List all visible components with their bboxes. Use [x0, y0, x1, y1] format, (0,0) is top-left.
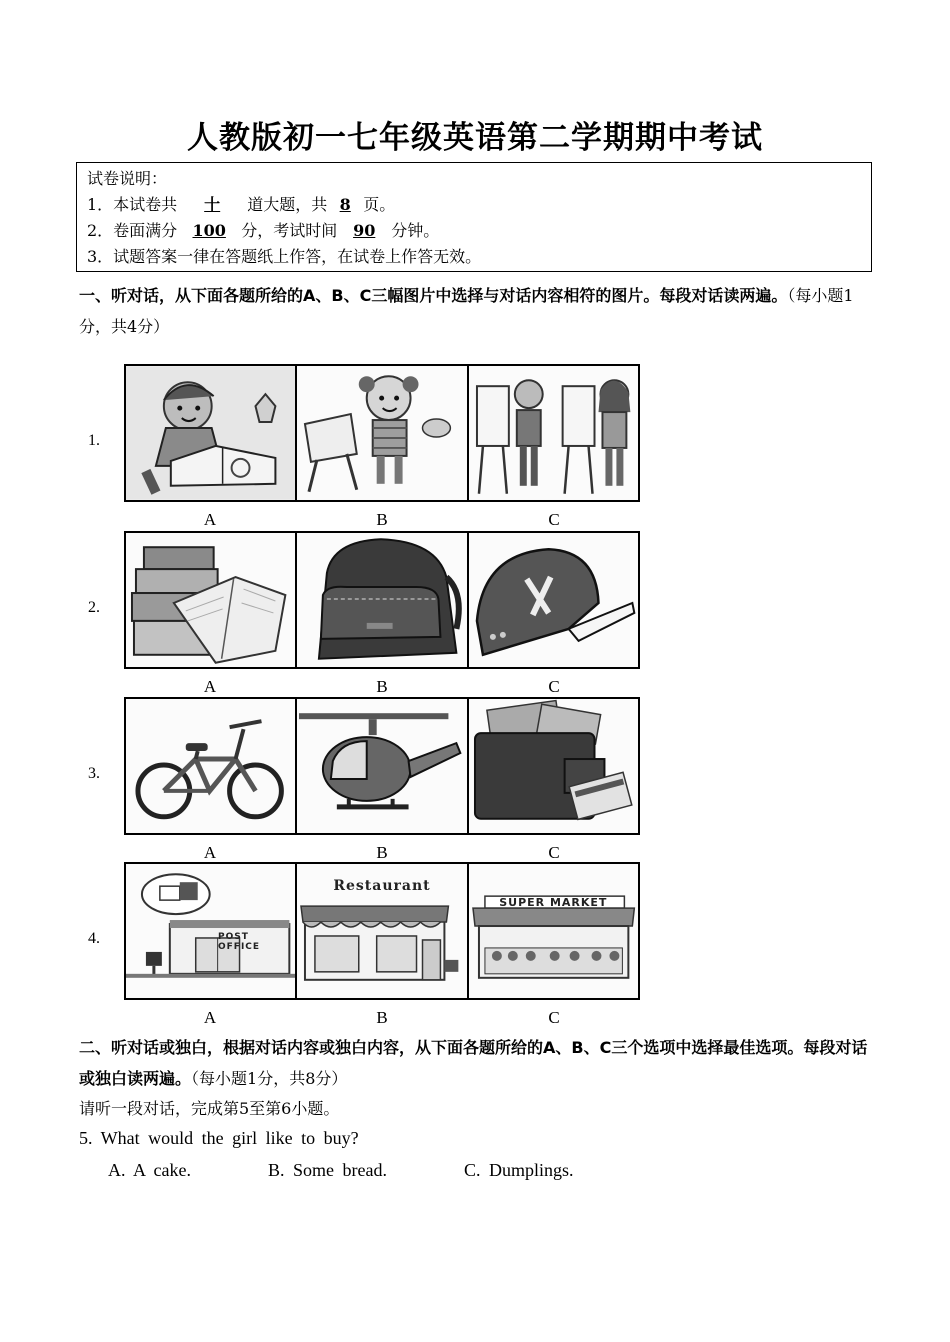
full-score-blank: 100 [192, 221, 226, 240]
instruction-line-2 [87, 218, 861, 244]
question-number: 2. [88, 599, 100, 616]
backpack-icon [297, 533, 466, 667]
letter-c: C [548, 510, 560, 529]
section-2-instruction: 请听一段对话，完成第5至第6小题。 [79, 1099, 340, 1118]
bicycle-icon [126, 699, 295, 833]
supermarket-icon [469, 864, 638, 998]
question-number: 3. [88, 765, 100, 782]
option-b-image[interactable] [297, 533, 468, 667]
picture-question-3 [80, 697, 660, 863]
helicopter-icon [297, 699, 466, 833]
letter-a: A [203, 1008, 217, 1027]
picture-options [124, 531, 640, 669]
option-c-image[interactable] [469, 864, 638, 998]
section-2-heading [79, 1032, 879, 1094]
picture-question-4 [80, 862, 660, 1028]
post-office-sign: POST OFFICE [218, 932, 261, 952]
books-icon [126, 533, 295, 667]
letter-a: A [203, 510, 217, 529]
option-letters [124, 510, 640, 530]
letter-c: C [548, 843, 560, 862]
option-b[interactable]: B. Some bread. [268, 1160, 387, 1180]
section-1-score: （每小题1分，共4分） [79, 286, 854, 336]
instruction-2-text-a: 2．卷面满分 [87, 221, 178, 240]
cap-icon [469, 533, 638, 667]
question-number: 1. [88, 432, 100, 449]
option-b-image[interactable] [297, 699, 468, 833]
option-c-image[interactable] [469, 699, 638, 833]
option-c-image[interactable] [469, 533, 638, 667]
option-a-image[interactable] [126, 533, 297, 667]
instruction-1-text-a: 1．本试卷共 [87, 195, 178, 214]
exam-title: 人教版初一七年级英语第二学期期中考试 [187, 120, 763, 156]
section-2-score: （每小题1分，共8分） [191, 1069, 348, 1088]
instructions-heading: 试卷说明： [87, 169, 168, 188]
question-number: 4. [88, 930, 100, 947]
two-children-easels-icon [469, 366, 638, 500]
option-a[interactable]: A. A cake. [108, 1160, 191, 1180]
picture-question-1 [80, 364, 660, 530]
letter-c: C [548, 1008, 560, 1027]
exam-time-blank: 90 [353, 221, 376, 240]
instruction-2-text-c: 分钟。 [391, 221, 440, 240]
girl-painting-icon [297, 366, 466, 500]
letter-c: C [548, 677, 560, 696]
letter-a: A [203, 677, 217, 696]
option-c[interactable]: C. Dumplings. [464, 1160, 574, 1180]
question-5-options [108, 1160, 574, 1181]
option-a-image[interactable] [126, 864, 297, 998]
option-letters [124, 677, 640, 697]
picture-question-2 [80, 531, 660, 697]
boy-reading-icon [126, 366, 295, 500]
picture-options [124, 364, 640, 502]
section-2-title: 二、听对话或独白，根据对话内容或独白内容，从下面各题所给的A、B、C三个选项中选择最佳选项。每段对话或独白读两遍。 [79, 1038, 868, 1088]
letter-a: A [203, 843, 217, 862]
option-letters [124, 1008, 640, 1028]
instruction-1-text-b: 道大题，共 [247, 195, 328, 214]
section-1-heading [79, 280, 879, 342]
letter-b: B [376, 677, 388, 696]
supermarket-sign: SUPER MARKET [499, 896, 608, 909]
instruction-1-text-c: 页。 [363, 195, 396, 214]
section-1-title: 一、听对话，从下面各题所给的A、B、C三幅图片中选择与对话内容相符的图片。每段对话读两遍。 [79, 286, 788, 305]
post-office-icon [126, 864, 295, 998]
question-5-text: 5. What would the girl like to buy? [79, 1128, 359, 1148]
restaurant-sign: Restaurant [333, 878, 431, 894]
instruction-2-text-b: 分，考试时间 [241, 221, 338, 240]
option-c-image[interactable] [469, 366, 638, 500]
option-letters [124, 843, 640, 863]
instruction-line-1 [87, 192, 861, 218]
picture-options [124, 697, 640, 835]
letter-b: B [376, 843, 388, 862]
letter-b: B [376, 1008, 388, 1027]
letter-b: B [376, 510, 388, 529]
page-count-blank: 8 [339, 195, 351, 214]
picture-options [124, 862, 640, 1000]
wallet-icon [469, 699, 638, 833]
exam-instructions-box [76, 162, 872, 272]
option-a-image[interactable] [126, 366, 297, 500]
instruction-line-3: 3．试题答案一律在答题纸上作答，在试卷上作答无效。 [87, 247, 482, 266]
option-b-image[interactable] [297, 864, 468, 998]
option-a-image[interactable] [126, 699, 297, 833]
question-count-blank: 十 [204, 195, 221, 214]
option-b-image[interactable] [297, 366, 468, 500]
